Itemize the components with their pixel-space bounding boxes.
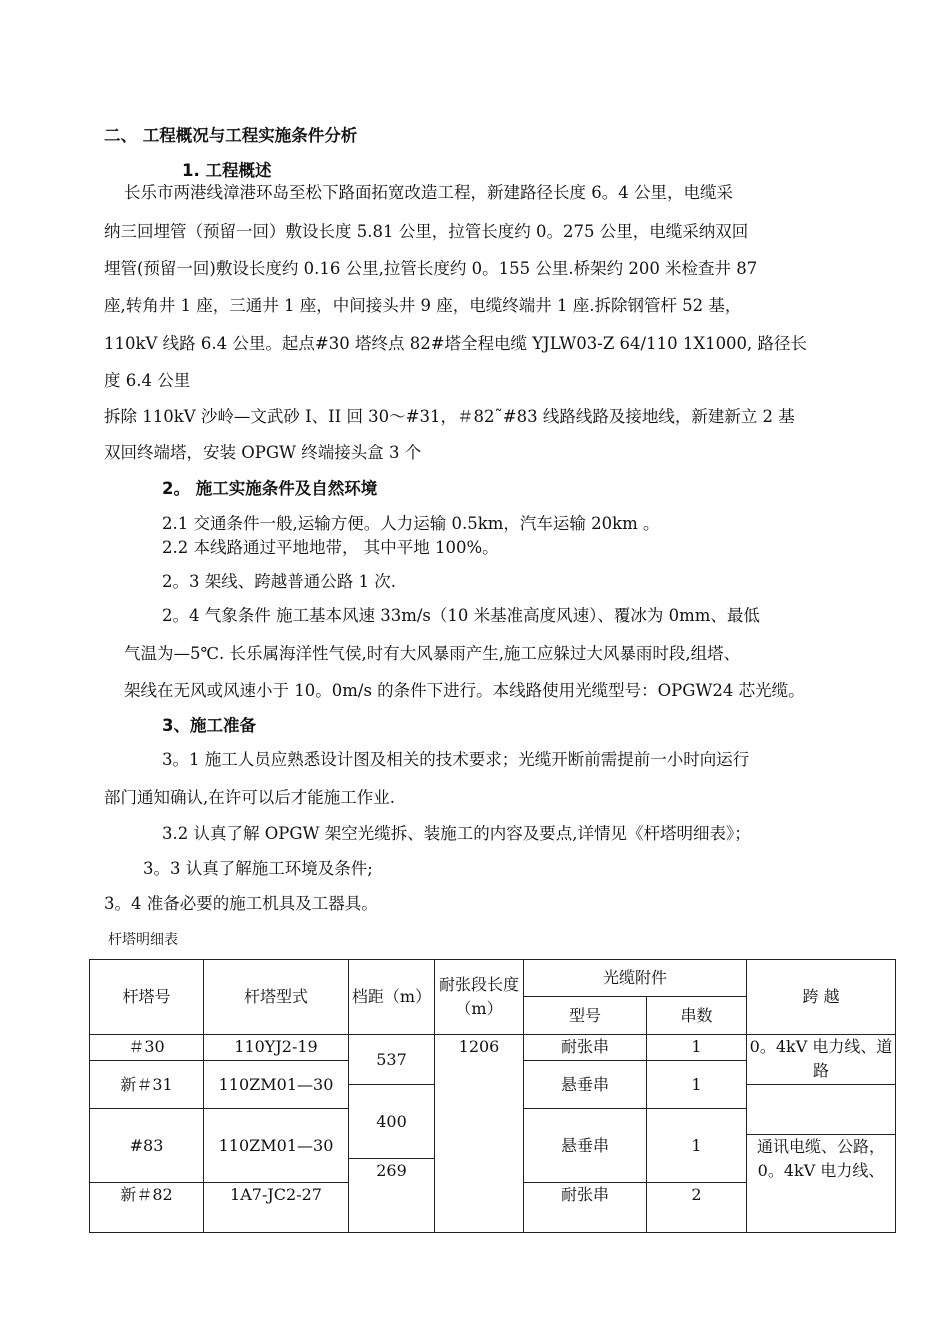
cell-crossing: 通讯电缆、公路，0。4kV 电力线、 bbox=[747, 1135, 896, 1233]
cell-crossing bbox=[747, 1085, 896, 1135]
overview-line: 长乐市两港线漳港环岛至松下路面拓宽改造工程，新建路径长度 6。4 公里，电缆采 bbox=[124, 183, 733, 202]
cell-tower-no: #83 bbox=[90, 1109, 204, 1183]
conditions-line: 架线在无风或风速小于 10。0m/s 的条件下进行。本线路使用光缆型号：OPGW24 芯光缆。 bbox=[124, 681, 805, 700]
overview-line: 拆除 110kV 沙岭—文武砂 I、II 回 30～#31，＃82˜#83 线路线路及接地线，新建新立 2 基 bbox=[104, 407, 795, 426]
cell-model: 悬垂串 bbox=[524, 1061, 647, 1109]
cell-count: 2 bbox=[647, 1183, 747, 1233]
cell-crossing: 0。4kV 电力线、道路 bbox=[747, 1035, 896, 1085]
header-tower-no: 杆塔号 bbox=[90, 960, 204, 1035]
preparation-line: 部门通知确认,在许可以后才能施工作业. bbox=[104, 788, 395, 807]
cell-tower-type: 110YJ2-19 bbox=[204, 1035, 349, 1061]
conditions-line: 2.2 本线路通过平地地带， 其中平地 100%。 bbox=[162, 538, 499, 557]
cell-tower-no: 新＃82 bbox=[90, 1183, 204, 1233]
overview-line: 110kV 线路 6.4 公里。起点#30 塔终点 82#塔全程电缆 YJLW03-Z 64/110 1X1000, 路径长 bbox=[104, 334, 808, 353]
overview-line: 座,转角井 1 座，三通井 1 座，中间接头井 9 座，电缆终端井 1 座.拆除钢管杆 52 基， bbox=[104, 296, 742, 315]
conditions-line: 2.1 交通条件一般,运输方便。人力运输 0.5km，汽车运输 20km 。 bbox=[162, 514, 660, 533]
cell-tower-type: 1A7-JC2-27 bbox=[204, 1183, 349, 1233]
tower-table bbox=[89, 959, 896, 1233]
table-row bbox=[90, 1035, 896, 1061]
preparation-line: 3。3 认真了解施工环境及条件; bbox=[143, 859, 373, 878]
overview-line: 度 6.4 公里 bbox=[104, 371, 191, 390]
preparation-heading: 3、施工准备 bbox=[162, 716, 256, 735]
overview-heading: 1. 工程概述 bbox=[182, 161, 272, 180]
cell-span: 400 bbox=[349, 1085, 435, 1159]
preparation-line: 3.2 认真了解 OPGW 架空光缆拆、装施工的内容及要点,详情见《杆塔明细表》； bbox=[162, 824, 751, 843]
cell-count: 1 bbox=[647, 1109, 747, 1183]
header-model: 型号 bbox=[524, 997, 647, 1035]
overview-line: 埋管(预留一回)敷设长度约 0.16 公里,拉管长度约 0。155 公里.桥架约 200 米检查井 87 bbox=[104, 259, 758, 278]
preparation-line: 3。1 施工人员应熟悉设计图及相关的技术要求；光缆开断前需提前一小时向运行 bbox=[162, 750, 750, 769]
table-header-row bbox=[90, 960, 896, 997]
header-fittings: 光缆附件 bbox=[524, 960, 747, 997]
cell-model: 耐张串 bbox=[524, 1183, 647, 1233]
preparation-line: 3。4 准备必要的施工机具及工器具。 bbox=[104, 894, 378, 913]
cell-tower-no: 新＃31 bbox=[90, 1061, 204, 1109]
cell-tower-no: ＃30 bbox=[90, 1035, 204, 1061]
overview-line: 纳三回埋管（预留一回）敷设长度 5.81 公里，拉管长度约 0。275 公里，电缆采纳双回 bbox=[104, 222, 749, 241]
cell-model: 悬垂串 bbox=[524, 1109, 647, 1183]
header-span: 档距（m） bbox=[349, 960, 435, 1035]
header-tower-type: 杆塔型式 bbox=[204, 960, 349, 1035]
cell-span: 269 bbox=[349, 1159, 435, 1233]
overview-line: 双回终端塔，安装 OPGW 终端接头盒 3 个 bbox=[104, 443, 422, 462]
cell-span: 537 bbox=[349, 1035, 435, 1085]
cell-count: 1 bbox=[647, 1035, 747, 1061]
conditions-heading: 2。 施工实施条件及自然环境 bbox=[162, 479, 378, 498]
section-heading: 二、 工程概况与工程实施条件分析 bbox=[104, 126, 358, 145]
conditions-line: 2。3 架线、跨越普通公路 1 次. bbox=[162, 572, 396, 591]
conditions-line: 气温为—5℃. 长乐属海洋性气侯,时有大风暴雨产生,施工应躲过大风暴雨时段,组塔、 bbox=[124, 644, 741, 663]
table-caption: 杆塔明细表 bbox=[108, 932, 178, 948]
cell-tension-length: 1206 bbox=[435, 1035, 524, 1233]
cell-model: 耐张串 bbox=[524, 1035, 647, 1061]
conditions-line: 2。4 气象条件 施工基本风速 33m/s（10 米基准高度风速）、覆冰为 0mm、最低 bbox=[162, 606, 760, 625]
cell-count: 1 bbox=[647, 1061, 747, 1109]
cell-tower-type: 110ZM01—30 bbox=[204, 1109, 349, 1183]
header-count: 串数 bbox=[647, 997, 747, 1035]
header-crossing: 跨 越 bbox=[747, 960, 896, 1035]
header-tension-length: 耐张段长度（m） bbox=[435, 960, 524, 1035]
cell-tower-type: 110ZM01—30 bbox=[204, 1061, 349, 1109]
